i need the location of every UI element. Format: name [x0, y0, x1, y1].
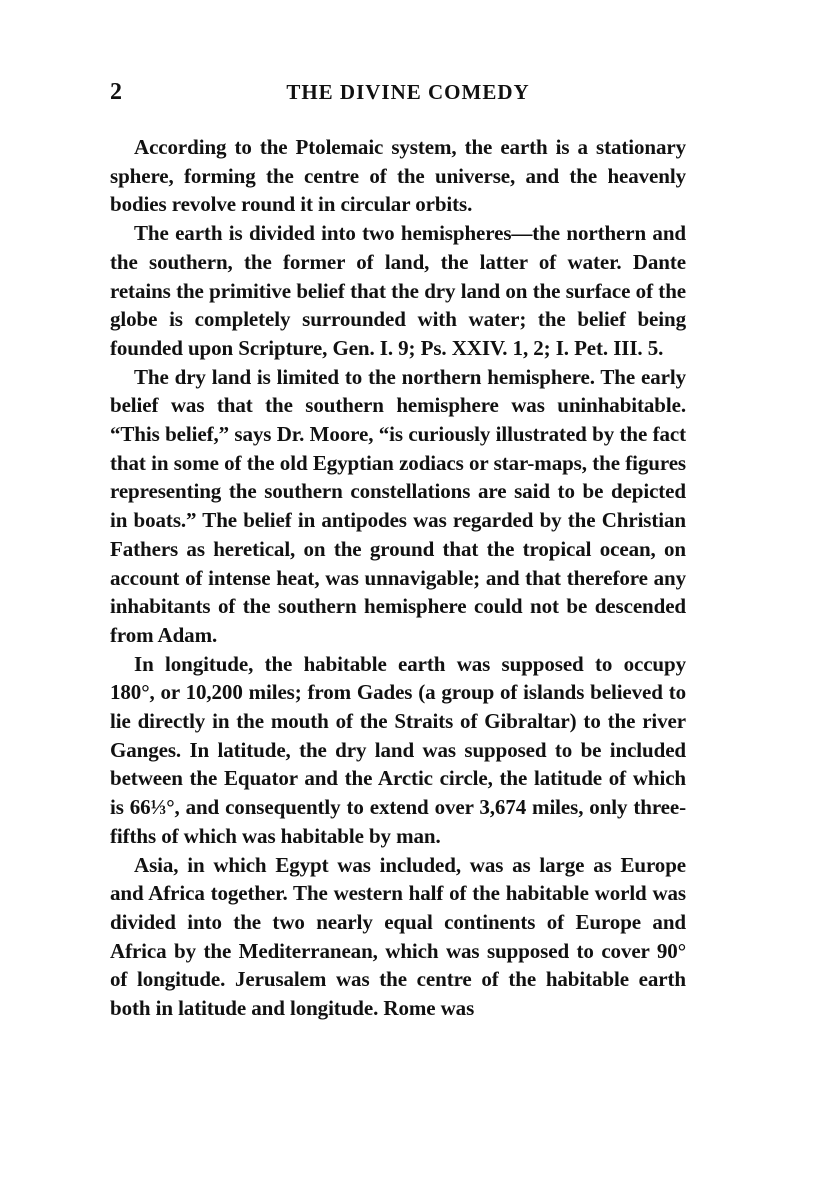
running-title: THE DIVINE COMEDY — [286, 80, 530, 104]
body-text — [110, 133, 686, 1023]
running-head — [110, 76, 686, 108]
paragraph-ptolemaic-system: According to the Ptolemaic system, the earth is a stationary sphere, forming the centre of the universe, and the heavenly bodies revolve round it in circular orbits. — [110, 135, 686, 217]
page-number: 2 — [110, 79, 122, 105]
paragraph-dry-land: The dry land is limited to the northern hemisphere. The early belief was that the southern hemisphere was uninhabitable. “This belief,” says Dr. Moore, “is curiously illustrated by the fact that in some of the old Egyptian zodiacs or star-maps, the figures representing the southern constellations are said to be depicted in boats.” The belief in antipodes was regarded by the Christian Fathers as heretical, on the ground that the tropical ocean, on account of intense heat, was unnavigable; and that therefore any inhabitants of the southern hemisphere could not be descended from Adam. — [110, 364, 686, 647]
paragraph-asia: Asia, in which Egypt was included, was as large as Europe and Africa together. The western half of the habitable world was divided into the two nearly equal continents of Europe and Africa by the Mediterranean, which was supposed to cover 90° of longitude. Jerusalem was the centre of the habitable earth both in latitude and longitude. Rome was — [110, 852, 686, 1021]
paragraph-longitude: In longitude, the habitable earth was supposed to occupy 180°, or 10,200 miles; from Gades (a group of islands believed to lie directly in the mouth of the Straits of Gibraltar) to the river Ganges. In latitude, the dry land was supposed to be included between the Equator and the Arctic circle, the latitude of which is 66⅓°, and consequently to extend over 3,674 miles, only three-fifths of which was habitable by man. — [110, 651, 686, 848]
paragraph-hemispheres: The earth is divided into two hemispheres—the northern and the southern, the former of land, the latter of water. Dante retains the primitive belief that the dry land on the surface of the globe is completely surrounded with water; the belief being founded upon Scripture, Gen. I. 9; Ps. XXIV. 1, 2; I. Pet. III. 5. — [110, 221, 686, 360]
